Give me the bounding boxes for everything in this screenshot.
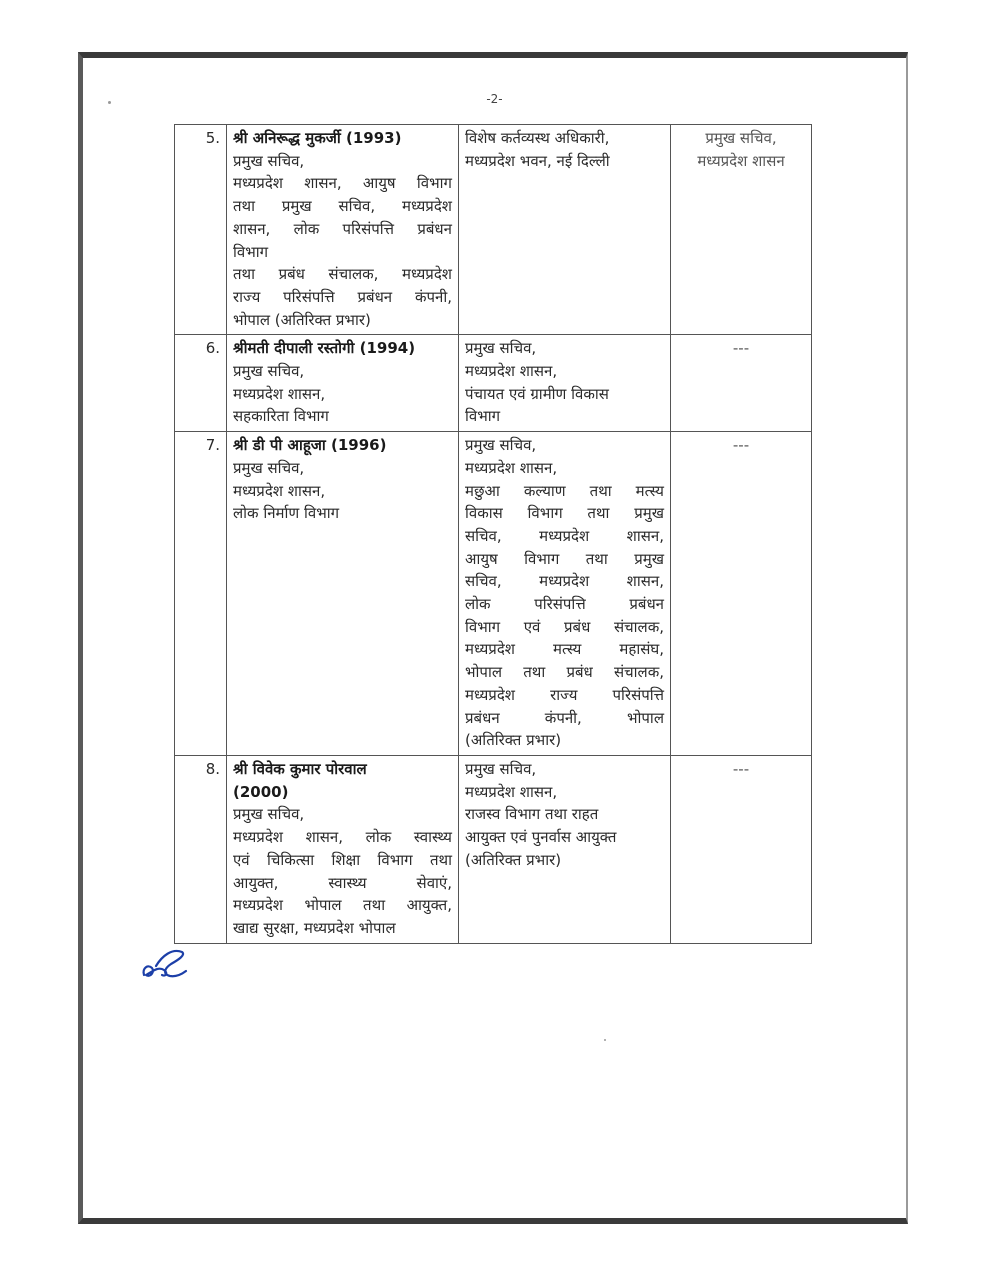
officer-name: श्री डी पी आहूजा (1996) (233, 436, 387, 455)
remarks-cell (671, 755, 812, 943)
new-posting-line: विकास विभाग तथा प्रमुख (465, 504, 664, 523)
current-posting-cell (227, 432, 459, 756)
current-posting-line: राज्य परिसंपत्ति प्रबंधन कंपनी, (233, 287, 452, 306)
serial-number: 5. (175, 125, 227, 335)
new-posting-line: पंचायत एवं ग्रामीण विकास (465, 384, 609, 403)
current-posting-line: मध्यप्रदेश शासन, (233, 481, 326, 500)
current-posting-line: प्रमुख सचिव, (233, 805, 305, 824)
current-posting-line: विभाग (233, 242, 269, 261)
new-posting-line: मध्यप्रदेश शासन, (465, 362, 558, 381)
remarks-line: --- (732, 436, 750, 455)
handwritten-signature (138, 944, 190, 984)
current-posting-line: प्रमुख सचिव, (233, 458, 305, 477)
remarks-line: --- (732, 759, 750, 778)
new-posting-line: विभाग (465, 407, 501, 426)
current-posting-line: शासन, लोक परिसंपत्ति प्रबंधन (233, 219, 452, 238)
current-posting-line: मध्यप्रदेश शासन, आयुष विभाग (233, 174, 452, 193)
new-posting-line: भोपाल तथा प्रबंध संचालक, (465, 663, 664, 682)
current-posting-line: मध्यप्रदेश भोपाल तथा आयुक्त, (233, 896, 452, 915)
new-posting-line: विभाग एवं प्रबंध संचालक, (465, 617, 664, 636)
current-posting-cell (227, 755, 459, 943)
new-posting-line: मध्यप्रदेश शासन, (465, 782, 558, 801)
page-number: -2- (486, 92, 503, 106)
new-posting-line: राजस्व विभाग तथा राहत (465, 805, 599, 824)
new-posting-line: मध्यप्रदेश मत्स्य महासंघ, (465, 640, 664, 659)
table-row (175, 125, 812, 335)
remarks-line: मध्यप्रदेश शासन (697, 151, 785, 170)
new-posting-line: (अतिरिक्त प्रभार) (465, 850, 562, 869)
current-posting-line: तथा प्रमुख सचिव, मध्यप्रदेश (233, 197, 452, 216)
remarks-line: --- (732, 339, 750, 358)
current-posting-cell (227, 125, 459, 335)
remarks-cell (671, 335, 812, 432)
new-posting-line: मछुआ कल्याण तथा मत्स्य (465, 481, 664, 500)
posting-order-table (174, 124, 812, 944)
current-posting-line: प्रमुख सचिव, (233, 362, 305, 381)
current-posting-line: भोपाल (अतिरिक्त प्रभार) (233, 310, 371, 329)
new-posting-cell (459, 755, 671, 943)
new-posting-cell (459, 432, 671, 756)
current-posting-line: लोक निर्माण विभाग (233, 504, 340, 523)
new-posting-line: प्रमुख सचिव, (465, 436, 537, 455)
current-posting-line: एवं चिकित्सा शिक्षा विभाग तथा (233, 850, 452, 869)
new-posting-line: सचिव, मध्यप्रदेश शासन, (465, 526, 664, 545)
new-posting-cell (459, 335, 671, 432)
new-posting-line: (अतिरिक्त प्रभार) (465, 731, 562, 750)
new-posting-line: आयुक्त एवं पुनर्वास आयुक्त (465, 828, 617, 847)
officer-name-part: श्री विवेक कुमार पोरवाल (233, 759, 367, 778)
new-posting-line: लोक परिसंपत्ति प्रबंधन (465, 595, 664, 614)
new-posting-line: मध्यप्रदेश शासन, (465, 458, 558, 477)
new-posting-line: सचिव, मध्यप्रदेश शासन, (465, 572, 664, 591)
scan-speck (604, 1039, 606, 1041)
new-posting-line: प्रमुख सचिव, (465, 339, 537, 358)
current-posting-line: प्रमुख सचिव, (233, 151, 305, 170)
current-posting-line: सहकारिता विभाग (233, 407, 329, 426)
current-posting-line: आयुक्त, स्वास्थ्य सेवाएं, (233, 873, 452, 892)
new-posting-line: मध्यप्रदेश राज्य परिसंपत्ति (465, 685, 664, 704)
officer-name-part: (2000) (233, 782, 289, 801)
current-posting-line: मध्यप्रदेश शासन, लोक स्वास्थ्य (233, 828, 452, 847)
current-posting-line: खाद्य सुरक्षा, मध्यप्रदेश भोपाल (233, 918, 396, 937)
remarks-line: प्रमुख सचिव, (705, 129, 777, 147)
serial-number: 8. (175, 755, 227, 943)
serial-number: 7. (175, 432, 227, 756)
new-posting-cell (459, 125, 671, 335)
table-row (175, 755, 812, 943)
table-row (175, 432, 812, 756)
new-posting-line: प्रमुख सचिव, (465, 759, 537, 778)
current-posting-line: मध्यप्रदेश शासन, (233, 384, 326, 403)
current-posting-line: तथा प्रबंध संचालक, मध्यप्रदेश (233, 265, 452, 284)
new-posting-line: विशेष कर्तव्यस्थ अधिकारी, (465, 129, 610, 147)
remarks-cell (671, 125, 812, 335)
officer-name: श्रीमती दीपाली रस्तोगी (1994) (233, 339, 416, 358)
current-posting-cell (227, 335, 459, 432)
new-posting-line: मध्यप्रदेश भवन, नई दिल्ली (465, 151, 610, 170)
serial-number: 6. (175, 335, 227, 432)
new-posting-line: आयुष विभाग तथा प्रमुख (465, 549, 664, 568)
officer-name: श्री अनिरूद्ध मुकर्जी (1993) (233, 129, 402, 147)
new-posting-line: प्रबंधन कंपनी, भोपाल (465, 708, 664, 727)
table-row (175, 335, 812, 432)
remarks-cell (671, 432, 812, 756)
